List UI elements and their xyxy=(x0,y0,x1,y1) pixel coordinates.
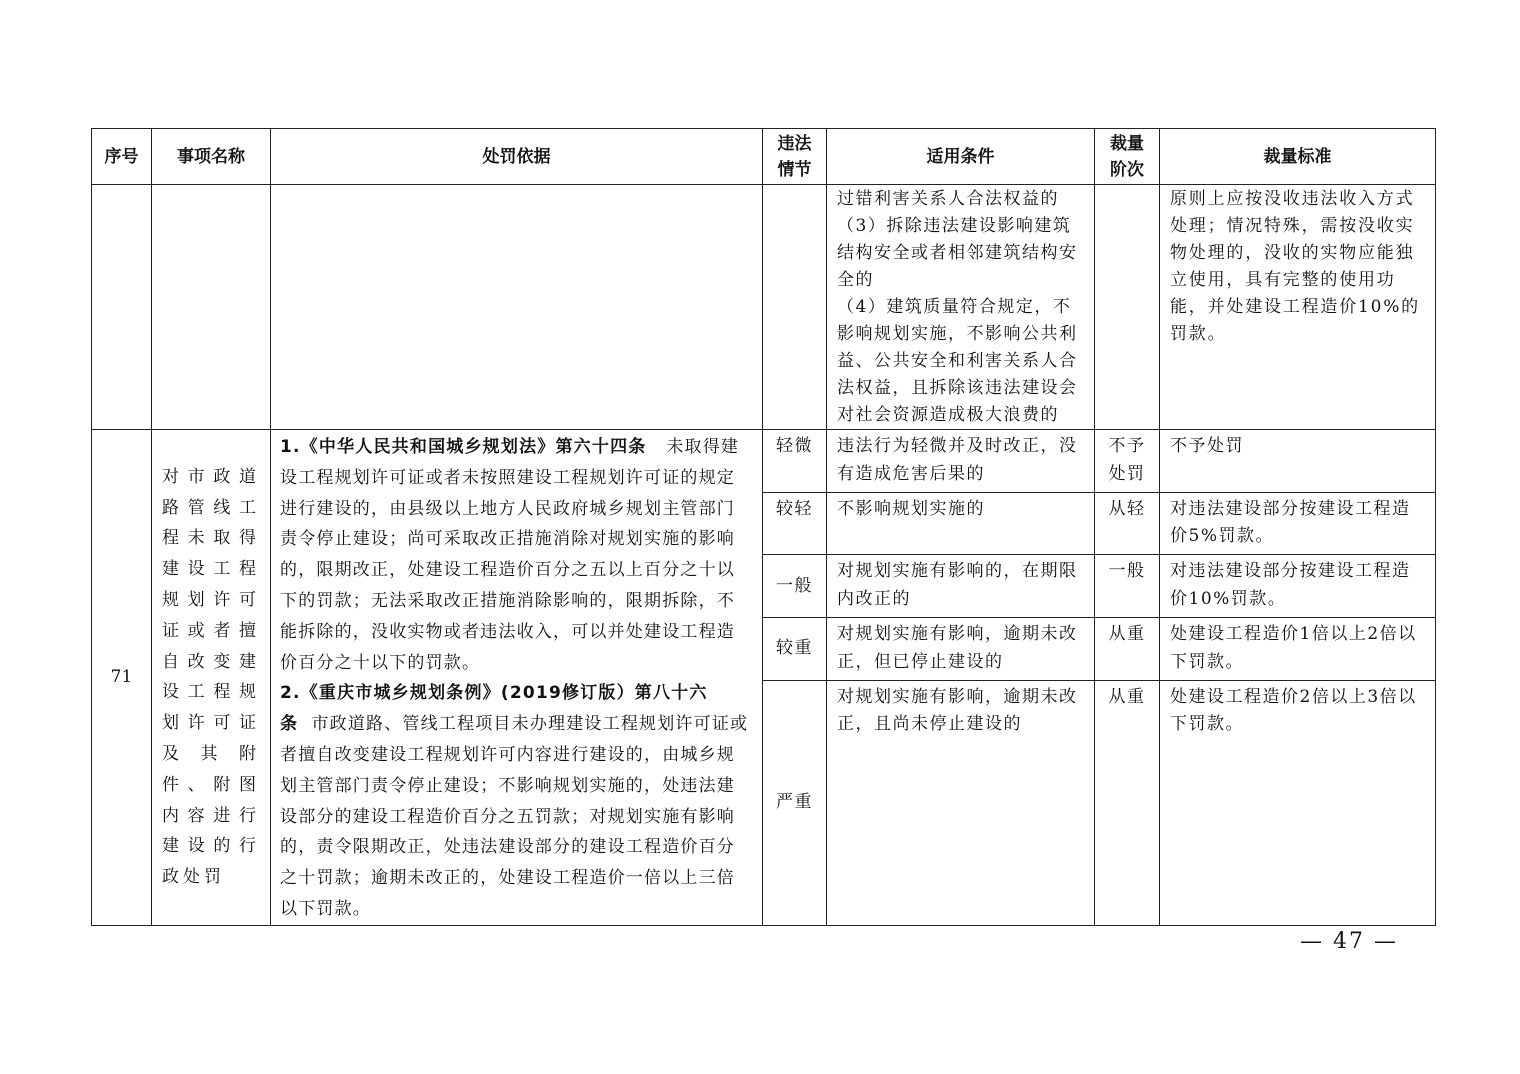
standard-cell xyxy=(1160,430,1436,493)
cont-no-cell xyxy=(92,185,152,430)
item-basis-cell xyxy=(271,430,763,926)
item-name-cell xyxy=(152,430,271,926)
cont-circ-cell xyxy=(763,185,827,430)
condition-cell xyxy=(827,492,1095,555)
cont-standard-text: 原则上应按没收违法收入方式处理；情况特殊，需按没收实物处理的，没收的实物应能独立使用，具有完整的使用功能，并处建设工程造价10%的罚款。 xyxy=(1170,189,1420,344)
header-circumstance: 违法 情节 xyxy=(763,129,827,185)
header-condition: 适用条件 xyxy=(827,129,1095,185)
level-cell xyxy=(1095,618,1160,681)
standard-cell xyxy=(1160,618,1436,681)
cont-standard-cell xyxy=(1160,185,1436,430)
item-number: 71 xyxy=(92,430,152,926)
standard-cell xyxy=(1160,555,1436,618)
header-basis: 处罚依据 xyxy=(271,129,763,185)
level-text: 一般 xyxy=(1108,561,1146,582)
basis1-title: 1.《中华人民共和国城乡规划法》第六十四条 xyxy=(280,437,647,457)
circ-cell xyxy=(763,555,827,618)
level-cell xyxy=(1095,492,1160,555)
circ-text: 较重 xyxy=(776,638,813,659)
continued-row xyxy=(92,185,1436,430)
cont-condition-cell xyxy=(827,185,1095,430)
circ-cell xyxy=(763,492,827,555)
header-row xyxy=(92,129,1436,185)
condition-cell xyxy=(827,555,1095,618)
header-level: 裁量 阶次 xyxy=(1095,129,1160,185)
condition-text: 对规划实施有影响，逾期未改正，但已停止建设的 xyxy=(837,624,1078,672)
header-no: 序号 xyxy=(92,129,152,185)
condition-cell xyxy=(827,430,1095,493)
level-cell xyxy=(1095,680,1160,925)
condition-cell xyxy=(827,680,1095,925)
condition-text: 对规划实施有影响的，在期限内改正的 xyxy=(837,561,1078,609)
cont-level-cell xyxy=(1095,185,1160,430)
level-text: 从重 xyxy=(1108,686,1146,707)
penalty-table xyxy=(91,128,1436,926)
condition-text: 违法行为轻微并及时改正，没有造成危害后果的 xyxy=(837,436,1078,484)
table-row xyxy=(92,430,1436,493)
circ-cell xyxy=(763,430,827,493)
basis1-text: 未取得建设工程规划许可证或者未按照建设工程规划许可证的规定进行建设的，由县级以上地方人民政府城乡规划主管部门责令停止建设；尚可采取改正措施消除对规划实施的影响的，限期改正，处建设工程造价百分之五以上百分之十以下的罚款；无法采取改正措施消除影响的，限期拆除，不能拆除的，没收实物或者违法收入，可以并处建设工程造价百分之十以下的罚款。 xyxy=(280,437,740,673)
item-name: 对市政道路管线工程未取得建设工程规划许可证或者擅自改变建设工程规划许可证及其附件、附图内容进行建设的行政处罚 xyxy=(162,466,260,888)
standard-cell xyxy=(1160,680,1436,925)
basis2-text: 市政道路、管线工程项目未办理建设工程规划许可证或者擅自改变建设工程规划许可内容进行建设的，由城乡规划主管部门责令停止建设；不影响规划实施的，处违法建设部分的建设工程造价百分之五罚款；对规划实施有影响的，责令限期改正，处违法建设部分的建设工程造价百分之十罚款；逾期未改正的，处建设工程造价一倍以上三倍以下罚款。 xyxy=(280,714,749,919)
circ-cell xyxy=(763,618,827,681)
basis2-title: 2.《重庆市城乡规划条例》(2019修订版）第八十六条 xyxy=(280,683,708,735)
cont-basis-cell xyxy=(271,185,763,430)
condition-text: 不影响规划实施的 xyxy=(837,498,985,519)
standard-text: 不予处罚 xyxy=(1170,436,1244,456)
standard-text: 处建设工程造价2倍以上3倍以下罚款。 xyxy=(1170,686,1417,735)
condition-text: 对规划实施有影响，逾期未改正，且尚未停止建设的 xyxy=(837,686,1078,735)
circ-text: 严重 xyxy=(776,792,813,813)
level-text: 从重 xyxy=(1108,624,1146,645)
level-cell xyxy=(1095,555,1160,618)
standard-text: 对违法建设部分按建设工程造价10%罚款。 xyxy=(1170,561,1411,609)
circ-text: 一般 xyxy=(776,575,813,596)
circ-text: 轻微 xyxy=(776,436,813,456)
level-cell xyxy=(1095,430,1160,493)
cont-condition-text: 过错利害关系人合法权益的 （3）拆除违法建设影响建筑结构安全或者相邻建筑结构安全的 （4）建筑质量符合规定，不影响规划实施，不影响公共利益、公共安全和利害关系人合法权益，且拆除该违法建设会对社会资源造成极大浪费的 xyxy=(837,189,1078,425)
condition-cell xyxy=(827,618,1095,681)
standard-text: 对违法建设部分按建设工程造价5%罚款。 xyxy=(1170,498,1411,547)
item-basis xyxy=(271,430,762,925)
header-name: 事项名称 xyxy=(152,129,271,185)
cont-name-cell xyxy=(152,185,271,430)
header-standard: 裁量标准 xyxy=(1160,129,1436,185)
level-text: 不予处罚 xyxy=(1108,436,1146,484)
page-number: — 47 — xyxy=(1300,929,1398,954)
circ-cell xyxy=(763,680,827,925)
standard-cell xyxy=(1160,492,1436,555)
level-text: 从轻 xyxy=(1108,498,1146,519)
circ-text: 较轻 xyxy=(776,498,813,519)
standard-text: 处建设工程造价1倍以上2倍以下罚款。 xyxy=(1170,624,1417,672)
